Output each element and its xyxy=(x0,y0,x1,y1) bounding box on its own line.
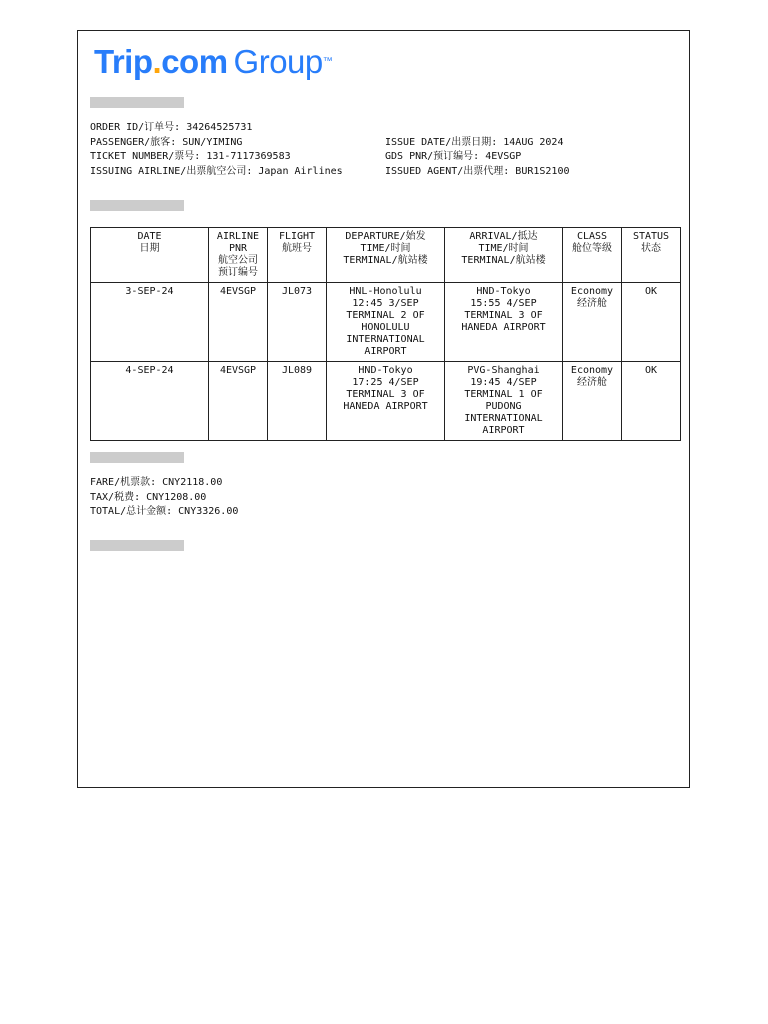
gds-pnr: GDS PNR/预订编号: 4EVSGP xyxy=(385,151,522,163)
departure-line: TERMINAL 3 OF xyxy=(346,389,425,400)
section-bar-flights xyxy=(90,200,184,211)
arrival-line: PVG-Shanghai xyxy=(467,365,540,376)
header-airline-pnr-line: 航空公司 xyxy=(218,255,258,266)
departure-line: HANEDA AIRPORT xyxy=(343,401,428,412)
header-airline-pnr xyxy=(209,228,268,283)
arrival-line: 15:55 4/SEP xyxy=(470,298,537,309)
ticket-number: TICKET NUMBER/票号: 131-7117369583 xyxy=(90,151,291,163)
table-row xyxy=(91,362,681,441)
flight-arrival xyxy=(445,283,563,362)
header-class xyxy=(563,228,622,283)
departure-line: AIRPORT xyxy=(364,346,407,357)
arrival-line: HND-Tokyo xyxy=(476,286,531,297)
section-bar-payment xyxy=(90,452,184,463)
booking-info-left xyxy=(90,121,343,180)
trip-com-group-logo xyxy=(94,43,332,81)
flight-arrival xyxy=(445,362,563,441)
header-status-en: STATUS xyxy=(632,231,670,242)
departure-line: INTERNATIONAL xyxy=(346,334,425,345)
issued-agent: ISSUED AGENT/出票代理: BUR1S2100 xyxy=(385,166,570,178)
flight-class xyxy=(563,283,622,362)
header-airline-pnr-line: 预订编号 xyxy=(218,267,258,278)
passenger-name: PASSENGER/旅客: SUN/YIMING xyxy=(90,136,243,148)
flight-status: OK xyxy=(622,283,681,362)
logo-trademark: ™ xyxy=(322,56,333,67)
logo-com: com xyxy=(161,43,228,80)
class-en: Economy xyxy=(570,365,614,376)
flight-pnr: 4EVSGP xyxy=(209,362,268,441)
arrival-line: 19:45 4/SEP xyxy=(470,377,537,388)
header-class-en: CLASS xyxy=(576,231,608,242)
header-arrival-line: TERMINAL/航站楼 xyxy=(461,255,546,266)
class-en: Economy xyxy=(570,286,614,297)
issue-date: ISSUE DATE/出票日期: 14AUG 2024 xyxy=(385,136,564,148)
arrival-line: TERMINAL 3 OF xyxy=(464,310,543,321)
flight-status: OK xyxy=(622,362,681,441)
header-date-zh: 日期 xyxy=(139,243,160,254)
itinerary-document xyxy=(77,30,690,788)
flight-departure xyxy=(327,362,445,441)
header-departure-line: TIME/时间 xyxy=(360,243,411,254)
flight-number: JL073 xyxy=(268,283,327,362)
fare-amount: FARE/机票款: CNY2118.00 xyxy=(90,477,223,488)
header-flight-en: FLIGHT xyxy=(278,231,316,242)
header-arrival xyxy=(445,228,563,283)
header-arrival-line: ARRIVAL/抵达 xyxy=(469,231,538,242)
header-airline-pnr-line: AIRLINE xyxy=(216,231,260,242)
header-flight-zh: 航班号 xyxy=(282,243,312,254)
header-departure-line: DEPARTURE/始发 xyxy=(345,231,426,242)
arrival-line: TERMINAL 1 OF xyxy=(464,389,543,400)
header-class-zh: 舱位等级 xyxy=(572,243,612,254)
logo-group: Group xyxy=(233,43,323,80)
header-date-en: DATE xyxy=(137,231,162,242)
departure-line: 12:45 3/SEP xyxy=(352,298,419,309)
class-zh: 经济舱 xyxy=(577,298,607,309)
flight-pnr: 4EVSGP xyxy=(209,283,268,362)
flight-departure xyxy=(327,283,445,362)
header-departure-line: TERMINAL/航站楼 xyxy=(343,255,428,266)
section-bar-notes xyxy=(90,540,184,551)
booking-info-right xyxy=(385,136,570,180)
header-arrival-line: TIME/时间 xyxy=(478,243,529,254)
flight-table-header xyxy=(91,228,681,283)
flight-date: 3-SEP-24 xyxy=(91,283,209,362)
logo-trip: Trip xyxy=(94,43,153,80)
payment-info xyxy=(90,476,238,520)
header-flight xyxy=(268,228,327,283)
logo-dot: . xyxy=(152,43,162,80)
header-status xyxy=(622,228,681,283)
flight-date: 4-SEP-24 xyxy=(91,362,209,441)
header-status-zh: 状态 xyxy=(641,243,661,254)
departure-line: 17:25 4/SEP xyxy=(352,377,419,388)
section-bar-booking xyxy=(90,97,184,108)
total-amount: TOTAL/总计金额: CNY3326.00 xyxy=(90,506,239,518)
flight-number: JL089 xyxy=(268,362,327,441)
issuing-airline: ISSUING AIRLINE/出票航空公司: Japan Airlines xyxy=(90,166,343,178)
tax-amount: TAX/税费: CNY1208.00 xyxy=(90,491,207,503)
departure-line: HND-Tokyo xyxy=(358,365,413,376)
arrival-line: AIRPORT xyxy=(482,425,525,436)
table-row xyxy=(91,283,681,362)
header-date xyxy=(91,228,209,283)
order-id: ORDER ID/订单号: 34264525731 xyxy=(90,122,253,133)
class-zh: 经济舱 xyxy=(577,377,607,388)
departure-line: HNL-Honolulu xyxy=(349,286,422,297)
flight-table xyxy=(90,227,681,441)
departure-line: HONOLULU xyxy=(361,322,410,333)
header-airline-pnr-line: PNR xyxy=(228,243,248,254)
arrival-line: HANEDA AIRPORT xyxy=(461,322,546,333)
departure-line: TERMINAL 2 OF xyxy=(346,310,425,321)
arrival-line: PUDONG xyxy=(485,401,522,412)
flight-class xyxy=(563,362,622,441)
header-departure xyxy=(327,228,445,283)
arrival-line: INTERNATIONAL xyxy=(464,413,543,424)
